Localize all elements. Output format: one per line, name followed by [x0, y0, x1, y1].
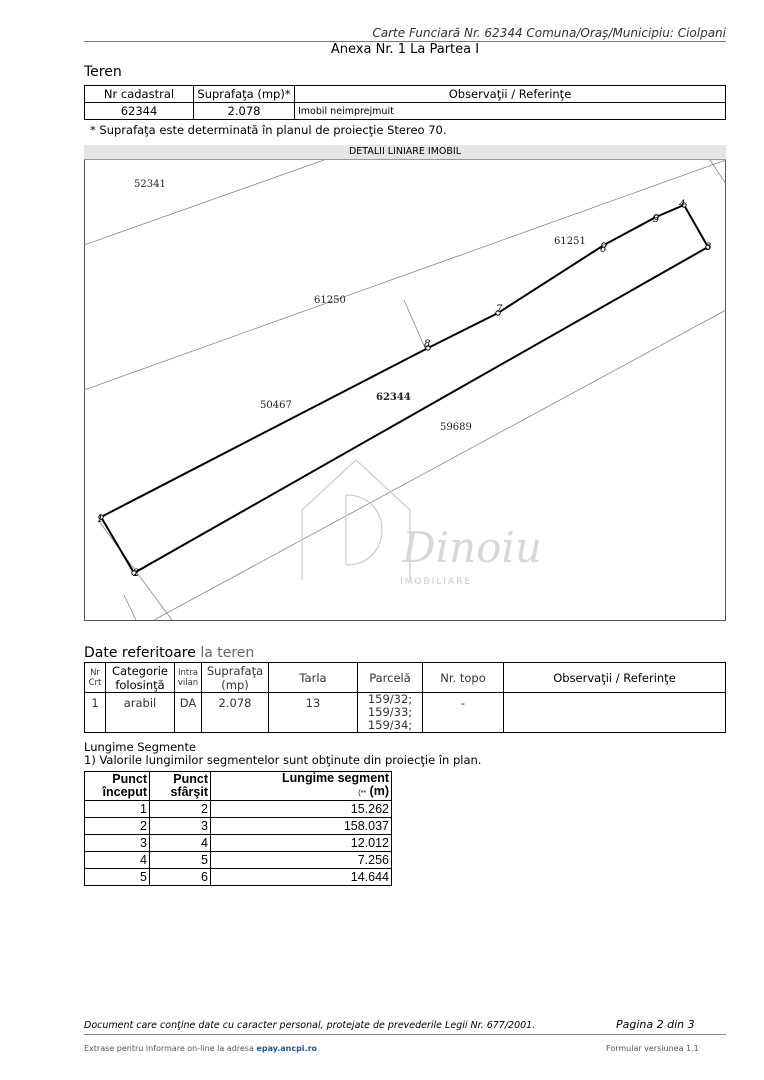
segments-header-end: Punct sfârşit — [150, 772, 211, 801]
date-ref-header-nr: Nr Crt — [85, 663, 106, 693]
segments-header — [85, 772, 392, 801]
table-row — [85, 693, 726, 733]
segment-start: 1 — [85, 801, 150, 818]
date-ref-table — [84, 662, 726, 733]
table-row — [85, 852, 392, 869]
date-ref-cell-tarla: 13 — [269, 693, 358, 733]
date-ref-header-parcela: Parcelă — [358, 663, 423, 693]
footer-legal-note: Document care conţine date cu caracter personal, protejate de prevederile Legii Nr. 677/2001. — [84, 1020, 536, 1031]
teren-header-suprafata: Suprafaţa (mp)* — [194, 86, 295, 103]
date-ref-cell-intravilan: DA — [175, 693, 202, 733]
watermark-subtext: IMOBILIARE — [400, 577, 473, 587]
segment-end: 2 — [150, 801, 211, 818]
footer-form-version: Formular versiunea 1.1 — [606, 1044, 699, 1053]
parcel-label-62344: 62344 — [376, 392, 411, 403]
segments-unit: (m) — [369, 784, 389, 798]
date-ref-header-categorie: Categorie folosinţă — [106, 663, 175, 693]
segment-length: 7.256 — [211, 852, 392, 869]
point-label-3: 3 — [705, 242, 712, 253]
segment-end: 4 — [150, 835, 211, 852]
date-ref-header-suprafata: Suprafaţa (mp) — [202, 663, 269, 693]
point-label-2: 2 — [133, 568, 140, 579]
point-label-1: 1 — [97, 514, 104, 525]
date-ref-header — [85, 663, 726, 693]
point-label-6: 6 — [600, 244, 607, 255]
segment-end: 5 — [150, 852, 211, 869]
map-caption: DETALII LINIARE IMOBIL — [84, 145, 726, 160]
teren-header-nr-cadastral: Nr cadastral — [85, 86, 194, 103]
segment-start: 3 — [85, 835, 150, 852]
date-ref-title-a: Date referitoare — [84, 645, 196, 661]
segment-end: 3 — [150, 818, 211, 835]
segment-start: 5 — [85, 869, 150, 886]
teren-cell-observatii: Imobil neimprejmuit — [295, 103, 726, 120]
parcel-label-50467: 50467 — [260, 400, 292, 411]
parcel-label-52341: 52341 — [134, 179, 166, 190]
date-ref-cell-topo: - — [423, 693, 504, 733]
segments-header-start: Punct început — [85, 772, 150, 801]
segments-header-length-unit — [213, 785, 389, 800]
watermark-logo — [302, 460, 410, 580]
parcela-line-2: 159/33; — [367, 705, 413, 719]
date-ref-cell-categorie: arabil — [106, 693, 175, 733]
date-ref-cell-nr: 1 — [85, 693, 106, 733]
cadastral-map — [84, 160, 726, 620]
footer-extract-link[interactable]: epay.ancpi.ro — [256, 1044, 318, 1053]
segments-table — [84, 771, 392, 886]
table-row — [85, 103, 726, 120]
date-ref-cell-suprafata: 2.078 — [202, 693, 269, 733]
parcel-label-61251: 61251 — [554, 236, 586, 247]
segments-title: Lungime Segmente — [84, 740, 197, 754]
date-ref-header-intravilan: Intra vilan — [175, 663, 202, 693]
segment-length: 15.262 — [211, 801, 392, 818]
point-label-5: 5 — [653, 214, 660, 225]
boundary-points — [99, 203, 710, 575]
teren-cell-suprafata: 2.078 — [194, 103, 295, 120]
segments-subtitle: 1) Valorile lungimilor segmentelor sunt obţinute din proiecţie în plan. — [84, 753, 482, 767]
date-ref-cell-parcela — [358, 693, 423, 733]
table-row — [85, 801, 392, 818]
segments-header-length-label: Lungime segment — [282, 771, 389, 785]
table-row — [85, 818, 392, 835]
segment-length: 12.012 — [211, 835, 392, 852]
teren-header-observatii: Observaţii / Referinţe — [295, 86, 726, 103]
point-label-8: 8 — [424, 339, 431, 350]
segment-start: 4 — [85, 852, 150, 869]
footer-page-number: Pagina 2 din 3 — [616, 1018, 695, 1031]
teren-table-header — [85, 86, 726, 103]
date-ref-title-b: la teren — [200, 645, 255, 661]
date-ref-header-tarla: Tarla — [269, 663, 358, 693]
parcel-62344-outline — [101, 205, 708, 573]
header-cf-info: Carte Funciară Nr. 62344 Comuna/Oraş/Municipiu: Ciolpani — [372, 26, 726, 40]
parcel-label-61250: 61250 — [314, 295, 346, 306]
point-label-7: 7 — [496, 304, 503, 315]
parcela-line-3: 159/34; — [367, 718, 413, 732]
segment-length: 158.037 — [211, 818, 392, 835]
teren-cell-nr-cadastral: 62344 — [85, 103, 194, 120]
projection-note: * Suprafaţa este determinată în planul de proiecţie Stereo 70. — [90, 123, 447, 137]
point-label-4: 4 — [679, 199, 686, 210]
segment-end: 6 — [150, 869, 211, 886]
teren-table — [84, 85, 726, 120]
footer-extract-prefix: Extrase pentru informare on-line la adresa — [84, 1044, 254, 1053]
parcel-label-59689: 59689 — [440, 422, 472, 433]
segment-length: 14.644 — [211, 869, 392, 886]
date-ref-header-topo: Nr. topo — [423, 663, 504, 693]
segments-unit-prefix: (** — [358, 790, 367, 797]
table-row — [85, 835, 392, 852]
watermark-text: Dinoiu — [402, 523, 542, 572]
segment-start: 2 — [85, 818, 150, 835]
date-ref-header-observatii: Observaţii / Referinţe — [504, 663, 726, 693]
section-title-teren: Teren — [84, 64, 122, 80]
date-ref-cell-observatii — [504, 693, 726, 733]
segments-header-length — [211, 772, 392, 801]
footer-divider — [84, 1034, 726, 1035]
footer-extract-info — [84, 1044, 317, 1053]
section-title-date-ref — [84, 645, 254, 661]
annex-title: Anexa Nr. 1 La Partea I — [330, 42, 480, 57]
parcela-line-1: 159/32; — [367, 692, 413, 706]
table-row — [85, 869, 392, 886]
